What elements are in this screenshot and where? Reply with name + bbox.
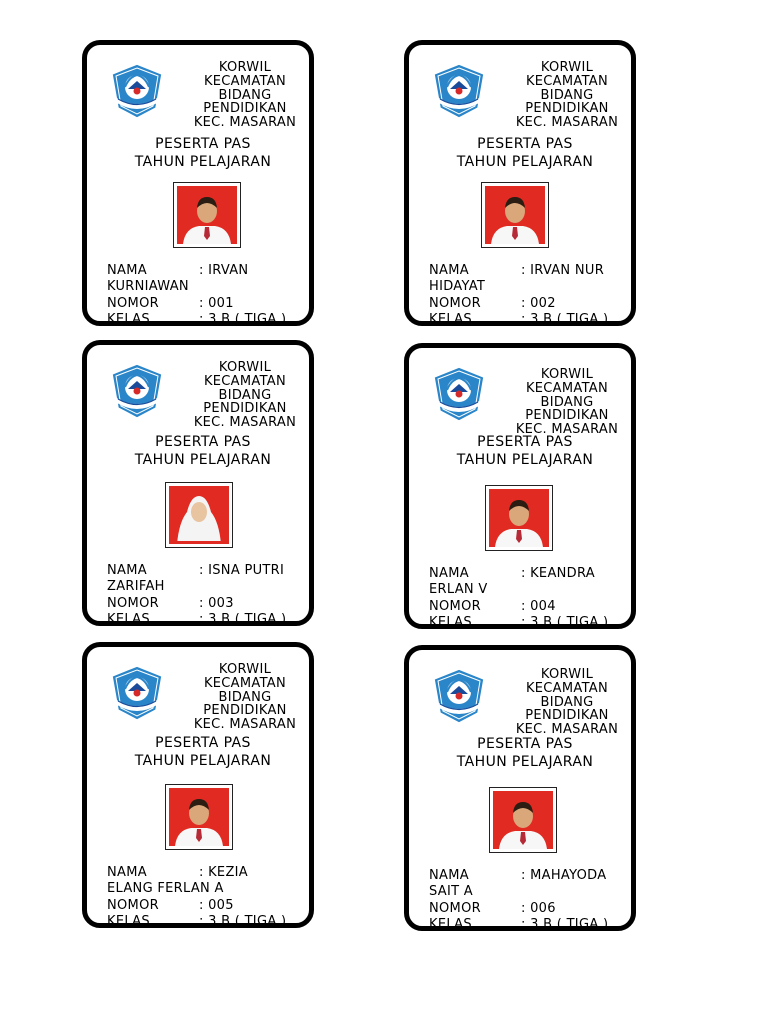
student-info bbox=[107, 865, 307, 929]
header-line: KECAMATAN bbox=[525, 380, 609, 396]
class-value: : 3 B ( TIGA ) bbox=[521, 614, 609, 630]
class-label: KELAS bbox=[107, 913, 150, 929]
class-label: KELAS bbox=[107, 611, 150, 627]
name-row bbox=[107, 865, 307, 881]
title-line: PESERTA PAS bbox=[155, 735, 251, 751]
student-photo bbox=[489, 787, 557, 853]
class-row bbox=[107, 914, 307, 930]
number-label: NOMOR bbox=[429, 295, 481, 311]
name-continuation: ELANG FERLAN A bbox=[107, 881, 224, 897]
header-line: PENDIDIKAN bbox=[525, 408, 609, 424]
name-value: : MAHAYODA bbox=[521, 868, 607, 883]
number-label: NOMOR bbox=[107, 595, 159, 611]
name-value: : KEANDRA bbox=[521, 566, 595, 581]
card-title bbox=[409, 136, 641, 171]
class-row bbox=[429, 615, 629, 631]
student-boy-photo bbox=[493, 791, 553, 849]
class-label: KELAS bbox=[107, 311, 150, 327]
header-line: KORWIL bbox=[540, 667, 594, 682]
student-boy-photo bbox=[169, 788, 229, 846]
card-header bbox=[507, 367, 627, 438]
header-line: KECAMATAN bbox=[203, 73, 287, 89]
card-header bbox=[507, 60, 627, 131]
name-row bbox=[429, 263, 629, 279]
student-boy-photo bbox=[177, 186, 237, 244]
logo bbox=[107, 61, 167, 121]
header-line: KECAMATAN bbox=[203, 373, 287, 389]
tut-wuri-handayani-logo-icon bbox=[107, 61, 167, 121]
card-header bbox=[185, 662, 305, 733]
title-line: TAHUN PELAJARAN bbox=[134, 153, 272, 170]
number-value: : 002 bbox=[521, 295, 556, 311]
logo bbox=[429, 61, 489, 121]
number-row bbox=[429, 599, 629, 615]
card-header bbox=[185, 360, 305, 431]
card-title bbox=[409, 736, 641, 771]
name-label: NAMA bbox=[429, 566, 469, 581]
number-label: NOMOR bbox=[429, 598, 481, 614]
student-info bbox=[429, 263, 629, 327]
number-row bbox=[107, 898, 307, 914]
number-label: NOMOR bbox=[107, 897, 159, 913]
number-value: : 001 bbox=[199, 295, 234, 311]
title-line: TAHUN PELAJARAN bbox=[456, 753, 594, 770]
title-line: PESERTA PAS bbox=[155, 434, 251, 450]
name-row bbox=[429, 566, 629, 582]
card-title bbox=[409, 434, 641, 469]
header-line: KECAMATAN bbox=[525, 680, 609, 696]
number-row bbox=[429, 901, 629, 917]
card-header bbox=[185, 60, 305, 131]
title-line: PESERTA PAS bbox=[477, 736, 573, 752]
tut-wuri-handayani-logo-icon bbox=[107, 663, 167, 723]
header-line: PENDIDIKAN bbox=[203, 401, 287, 417]
header-line: KORWIL bbox=[540, 60, 594, 75]
id-card bbox=[82, 340, 314, 626]
student-photo bbox=[481, 182, 549, 248]
name-continuation: SAIT A bbox=[429, 884, 473, 900]
card-title bbox=[87, 136, 319, 171]
header-line: PENDIDIKAN bbox=[525, 101, 609, 117]
tut-wuri-handayani-logo-icon bbox=[429, 61, 489, 121]
student-photo bbox=[485, 485, 553, 551]
header-line: KECAMATAN bbox=[203, 675, 287, 691]
header-line: BIDANG bbox=[218, 689, 272, 705]
title-line: PESERTA PAS bbox=[477, 136, 573, 152]
header-line: KEC. MASARAN bbox=[193, 115, 297, 131]
header-line: BIDANG bbox=[540, 694, 594, 710]
class-value: : 3 B ( TIGA ) bbox=[199, 611, 287, 627]
header-line: BIDANG bbox=[540, 394, 594, 410]
id-card bbox=[404, 343, 636, 629]
name-label: NAMA bbox=[107, 865, 147, 880]
student-boy-photo bbox=[489, 489, 549, 547]
name-row bbox=[107, 563, 307, 579]
number-value: : 003 bbox=[199, 595, 234, 611]
name-continuation: KURNIAWAN bbox=[107, 279, 189, 295]
number-value: : 004 bbox=[521, 598, 556, 614]
logo bbox=[429, 364, 489, 424]
class-label: KELAS bbox=[429, 614, 472, 630]
header-line: KORWIL bbox=[218, 360, 272, 375]
tut-wuri-handayani-logo-icon bbox=[107, 361, 167, 421]
name-value: : KEZIA bbox=[199, 865, 248, 880]
tut-wuri-handayani-logo-icon bbox=[429, 364, 489, 424]
class-row bbox=[107, 312, 307, 328]
header-line: BIDANG bbox=[540, 87, 594, 103]
header-line: KEC. MASARAN bbox=[515, 115, 619, 131]
header-line: BIDANG bbox=[218, 387, 272, 403]
name-label: NAMA bbox=[107, 563, 147, 578]
student-info bbox=[107, 263, 307, 327]
header-line: KEC. MASARAN bbox=[515, 722, 619, 738]
header-line: KORWIL bbox=[218, 662, 272, 677]
logo bbox=[107, 663, 167, 723]
header-line: BIDANG bbox=[218, 87, 272, 103]
card-title bbox=[87, 434, 319, 469]
class-value: : 3 B ( TIGA ) bbox=[521, 311, 609, 327]
number-row bbox=[107, 596, 307, 612]
logo bbox=[429, 666, 489, 726]
class-row bbox=[429, 312, 629, 328]
student-photo bbox=[165, 482, 233, 548]
name-continuation: ERLAN V bbox=[429, 582, 488, 598]
class-value: : 3 B ( TIGA ) bbox=[199, 311, 287, 327]
header-line: PENDIDIKAN bbox=[525, 708, 609, 724]
tut-wuri-handayani-logo-icon bbox=[429, 666, 489, 726]
header-line: KECAMATAN bbox=[525, 73, 609, 89]
header-line: PENDIDIKAN bbox=[203, 101, 287, 117]
title-line: TAHUN PELAJARAN bbox=[134, 752, 272, 769]
header-line: KEC. MASARAN bbox=[193, 717, 297, 733]
class-row bbox=[107, 612, 307, 628]
student-info bbox=[429, 566, 629, 630]
card-title bbox=[87, 735, 319, 770]
student-info bbox=[429, 868, 629, 932]
name-label: NAMA bbox=[429, 263, 469, 278]
name-row bbox=[107, 263, 307, 279]
name-value: : IRVAN NUR bbox=[521, 263, 605, 278]
name-label: NAMA bbox=[107, 263, 147, 278]
number-label: NOMOR bbox=[107, 295, 159, 311]
number-value: : 006 bbox=[521, 900, 556, 916]
card-header bbox=[507, 667, 627, 738]
logo bbox=[107, 361, 167, 421]
class-value: : 3 B ( TIGA ) bbox=[521, 916, 609, 932]
header-line: KORWIL bbox=[540, 367, 594, 382]
name-continuation: ZARIFAH bbox=[107, 579, 165, 595]
class-row bbox=[429, 917, 629, 933]
id-card bbox=[82, 40, 314, 326]
header-line: KEC. MASARAN bbox=[515, 422, 619, 438]
class-value: : 3 B ( TIGA ) bbox=[199, 913, 287, 929]
student-info bbox=[107, 563, 307, 627]
name-value: : ISNA PUTRI bbox=[199, 563, 285, 578]
id-card bbox=[82, 642, 314, 928]
name-row bbox=[429, 868, 629, 884]
student-photo bbox=[165, 784, 233, 850]
title-line: TAHUN PELAJARAN bbox=[456, 153, 594, 170]
header-line: KORWIL bbox=[218, 60, 272, 75]
number-label: NOMOR bbox=[429, 900, 481, 916]
title-line: TAHUN PELAJARAN bbox=[456, 451, 594, 468]
title-line: TAHUN PELAJARAN bbox=[134, 451, 272, 468]
student-photo bbox=[173, 182, 241, 248]
class-label: KELAS bbox=[429, 916, 472, 932]
number-row bbox=[429, 296, 629, 312]
name-label: NAMA bbox=[429, 868, 469, 883]
number-row bbox=[107, 296, 307, 312]
number-value: : 005 bbox=[199, 897, 234, 913]
name-continuation: HIDAYAT bbox=[429, 279, 486, 295]
title-line: PESERTA PAS bbox=[477, 434, 573, 450]
header-line: KEC. MASARAN bbox=[193, 415, 297, 431]
title-line: PESERTA PAS bbox=[155, 136, 251, 152]
name-value: : IRVAN bbox=[199, 263, 249, 278]
header-line: PENDIDIKAN bbox=[203, 703, 287, 719]
id-card bbox=[404, 40, 636, 326]
student-girl-hijab-photo bbox=[169, 486, 229, 544]
class-label: KELAS bbox=[429, 311, 472, 327]
student-boy-photo bbox=[485, 186, 545, 244]
id-card bbox=[404, 645, 636, 931]
